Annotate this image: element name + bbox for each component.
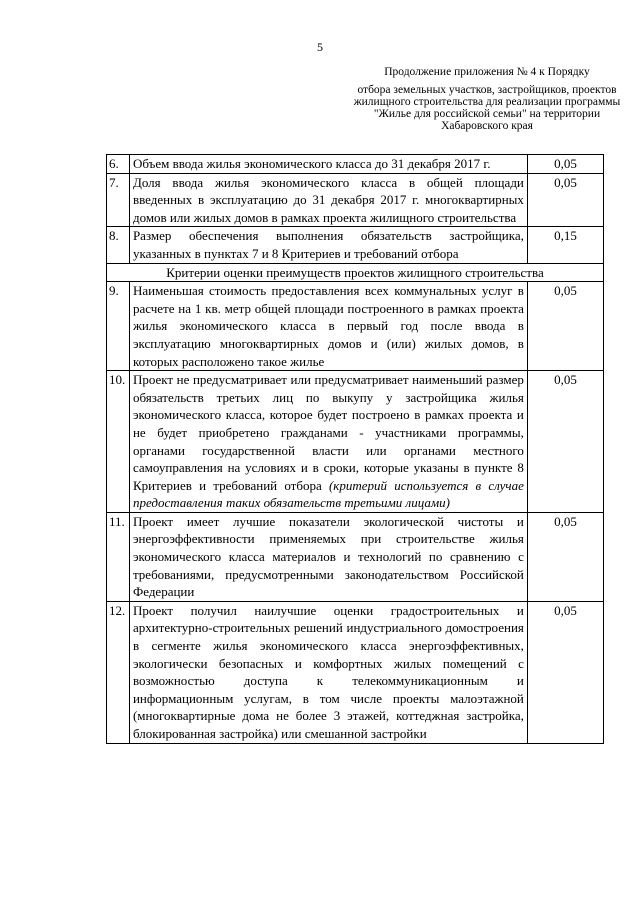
row-number: 6. (107, 155, 130, 174)
row-text: Объем ввода жилья экономического класса до 31 декабря 2017 г. (129, 155, 527, 174)
row-number: 10. (107, 371, 130, 513)
row-number: 11. (107, 512, 130, 601)
row-value: 0,05 (527, 601, 603, 743)
page-number: 5 (317, 40, 323, 54)
row-text: Проект не предусматривает или предусматривает наименьший размер обязательств третьих лиц по выкупу у застройщика жилья экономического класса, которое будет построено в рамках проекта и не будет приобретено гражданами - участниками программы, органами государственной власти или органами местного самоуправления на условиях и в сроки, которые указаны в пункте 8 Критериев и требований отбора (132, 372, 524, 493)
row-number: 12. (107, 601, 130, 743)
table-row (107, 227, 604, 263)
document-header (352, 66, 622, 132)
table-row (107, 155, 604, 174)
header-line-1: Продолжение приложения № 4 к Порядку (384, 66, 590, 78)
row-text: Проект имеет лучшие показатели экологической чистоты и энергоэффективности применяемых при строительстве жилья экономического класса материалов и технологий по сравнению с требованиями, предусмотренными законодательством Российской Федерации (129, 512, 527, 601)
row-number: 7. (107, 173, 130, 227)
row-number: 9. (107, 282, 130, 371)
section-row (107, 263, 604, 282)
row-text: Размер обеспечения выполнения обязательств застройщика, указанных в пунктах 7 и 8 Критериев и требований отбора (129, 227, 527, 263)
table-row (107, 282, 604, 371)
table-row (107, 173, 604, 227)
row-number: 8. (107, 227, 130, 263)
row-value: 0,05 (527, 173, 603, 227)
table-row (107, 601, 604, 743)
row-value: 0,15 (527, 227, 603, 263)
header-line-2: отбора земельных участков, застройщиков, проектов жилищного строительства для реализации программы "Жилье для российской семьи" на территории Хабаровского края (353, 84, 621, 132)
criteria-table (106, 154, 604, 744)
table-row (107, 512, 604, 601)
row-value: 0,05 (527, 155, 603, 174)
row-value: 0,05 (527, 282, 603, 371)
row-text: Наименьшая стоимость предоставления всех коммунальных услуг в расчете на 1 кв. метр общей площади построенного в рамках проекта жилья экономического класса в первый год после ввода в эксплуатацию многоквартирных домов и (или) жилых домов, в которых расположено такое жилье (129, 282, 527, 371)
row-value: 0,05 (527, 371, 603, 513)
row-text: Проект получил наилучшие оценки градостроительных и архитектурно-строительных решений индустриального домостроения в сегменте жилья экономического класса энергоэффективных, экологически безопасных и комфортных жилых помещений с возможностью доступа к телекоммуникационным и информационным услугам, в том числе проекты малоэтажной (многоквартирные дома не более 3 этажей, коттеджная застройка, блокированная застройка) или смешанной застройки (129, 601, 527, 743)
section-title: Критерии оценки преимуществ проектов жилищного строительства (107, 263, 604, 282)
row-text-cell (129, 371, 527, 513)
row-value: 0,05 (527, 512, 603, 601)
row-text: Доля ввода жилья экономического класса в общей площади введенных в эксплуатацию до 31 декабря 2017 г. многоквартирных домов или жилых домов в рамках проекта жилищного строительства (129, 173, 527, 227)
table-row (107, 371, 604, 513)
row-note: (критерий используется в случае предоставления таких обязательств третьими лицами) (132, 477, 524, 511)
